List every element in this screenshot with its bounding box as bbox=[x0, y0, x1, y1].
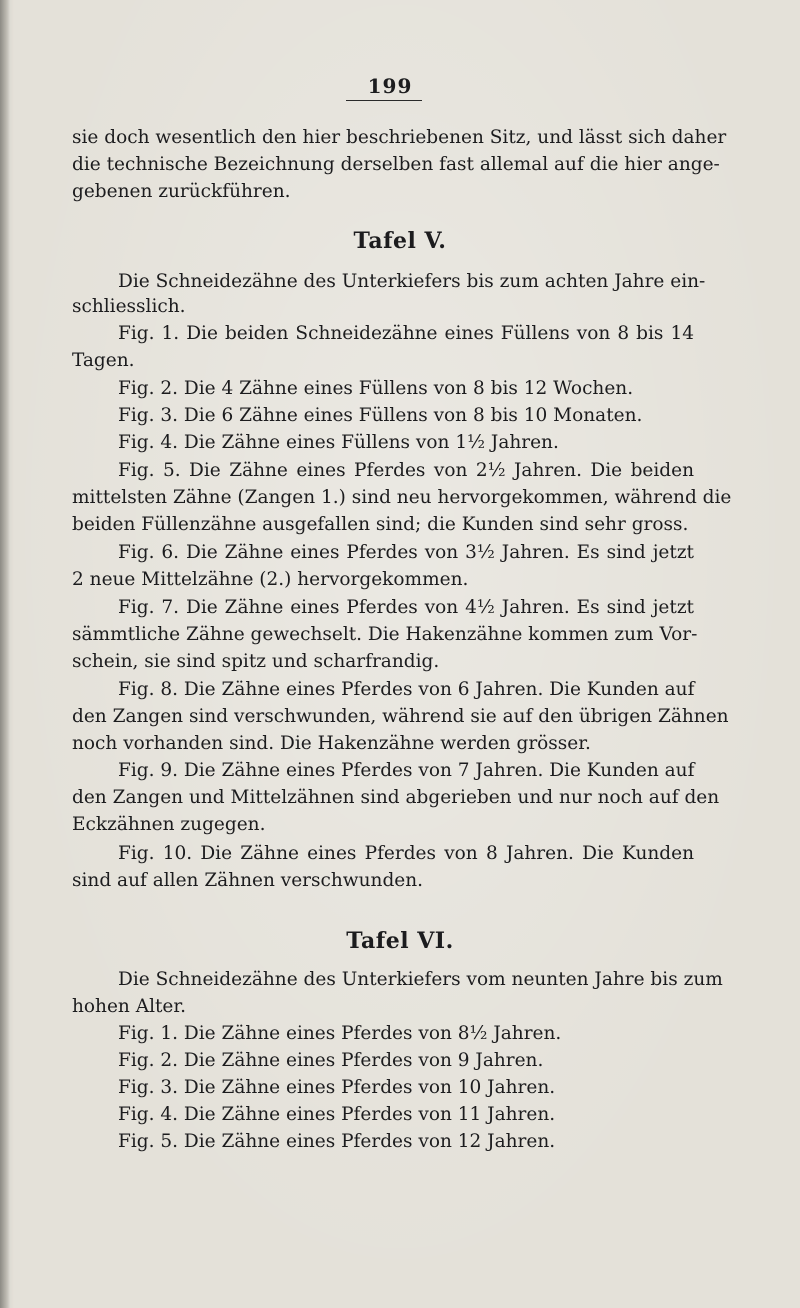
tafel-v-line: Fig. 8. Die Zähne eines Pferdes von 6 Jahren. Die Kunden auf bbox=[118, 679, 695, 700]
tafel-v-line: Fig. 4. Die Zähne eines Füllens von 1½ Jahren. bbox=[118, 432, 559, 453]
tafel-v-line: 2 neue Mittelzähne (2.) hervorgekommen. bbox=[72, 569, 469, 590]
tafel-v-line: Fig. 10. Die Zähne eines Pferdes von 8 Jahren. Die Kunden bbox=[118, 843, 694, 864]
tafel-v-line: Fig. 7. Die Zähne eines Pferdes von 4½ Jahren. Es sind jetzt bbox=[118, 597, 694, 618]
tafel-v-line: Fig. 2. Die 4 Zähne eines Füllens von 8 bis 12 Wochen. bbox=[118, 378, 634, 399]
tafel-v-line: schein, sie sind spitz und scharfrandig. bbox=[72, 651, 440, 672]
intro-line-2: die technische Bezeichnung derselben fast allemal auf die hier ange- bbox=[72, 154, 720, 175]
tafel-vi-line: Fig. 2. Die Zähne eines Pferdes von 9 Jahren. bbox=[118, 1050, 544, 1071]
tafel-v-line: mittelsten Zähne (Zangen 1.) sind neu hervorgekommen, während die bbox=[72, 487, 732, 508]
intro-line-3: gebenen zurückführen. bbox=[72, 181, 291, 202]
tafel-v-line: Fig. 3. Die 6 Zähne eines Füllens von 8 bis 10 Monaten. bbox=[118, 405, 643, 426]
tafel-v-line: den Zangen sind verschwunden, während sie auf den übrigen Zähnen bbox=[72, 706, 729, 727]
tafel-v-line: Fig. 5. Die Zähne eines Pferdes von 2½ Jahren. Die beiden bbox=[118, 460, 694, 481]
tafel-v-line: Die Schneidezähne des Unterkiefers bis zum achten Jahre ein- bbox=[118, 271, 706, 292]
page-binding-edge bbox=[0, 0, 10, 1308]
tafel-v-line: Fig. 6. Die Zähne eines Pferdes von 3½ Jahren. Es sind jetzt bbox=[118, 542, 694, 563]
tafel-v-line: Tagen. bbox=[72, 350, 135, 371]
page-number-rule bbox=[346, 100, 422, 101]
tafel-vi-line: Fig. 3. Die Zähne eines Pferdes von 10 Jahren. bbox=[118, 1077, 556, 1098]
tafel-v-line: sind auf allen Zähnen verschwunden. bbox=[72, 870, 424, 891]
tafel-v-line: Fig. 1. Die beiden Schneidezähne eines Füllens von 8 bis 14 bbox=[118, 323, 694, 344]
tafel-v-line: noch vorhanden sind. Die Hakenzähne werden grösser. bbox=[72, 733, 591, 754]
page-number: 199 bbox=[367, 74, 413, 98]
tafel-v-line: Eckzähnen zugegen. bbox=[72, 814, 266, 835]
tafel-v-line: sämmtliche Zähne gewechselt. Die Hakenzähne kommen zum Vor- bbox=[72, 624, 698, 645]
tafel-v-line: schliesslich. bbox=[72, 296, 186, 317]
section-heading-tafel-v: Tafel V. bbox=[353, 228, 447, 254]
tafel-vi-line: hohen Alter. bbox=[72, 996, 187, 1017]
section-heading-tafel-vi: Tafel VI. bbox=[346, 928, 454, 954]
tafel-vi-line: Fig. 5. Die Zähne eines Pferdes von 12 Jahren. bbox=[118, 1131, 556, 1152]
tafel-v-line: beiden Füllenzähne ausgefallen sind; die Kunden sind sehr gross. bbox=[72, 514, 689, 535]
tafel-vi-line: Fig. 4. Die Zähne eines Pferdes von 11 Jahren. bbox=[118, 1104, 556, 1125]
tafel-v-line: den Zangen und Mittelzähnen sind abgerieben und nur noch auf den bbox=[72, 787, 720, 808]
intro-line-1: sie doch wesentlich den hier beschriebenen Sitz, und lässt sich daher bbox=[72, 127, 727, 148]
tafel-vi-line: Fig. 1. Die Zähne eines Pferdes von 8½ Jahren. bbox=[118, 1023, 562, 1044]
tafel-v-line: Fig. 9. Die Zähne eines Pferdes von 7 Jahren. Die Kunden auf bbox=[118, 760, 695, 781]
tafel-vi-line: Die Schneidezähne des Unterkiefers vom neunten Jahre bis zum bbox=[118, 969, 723, 990]
